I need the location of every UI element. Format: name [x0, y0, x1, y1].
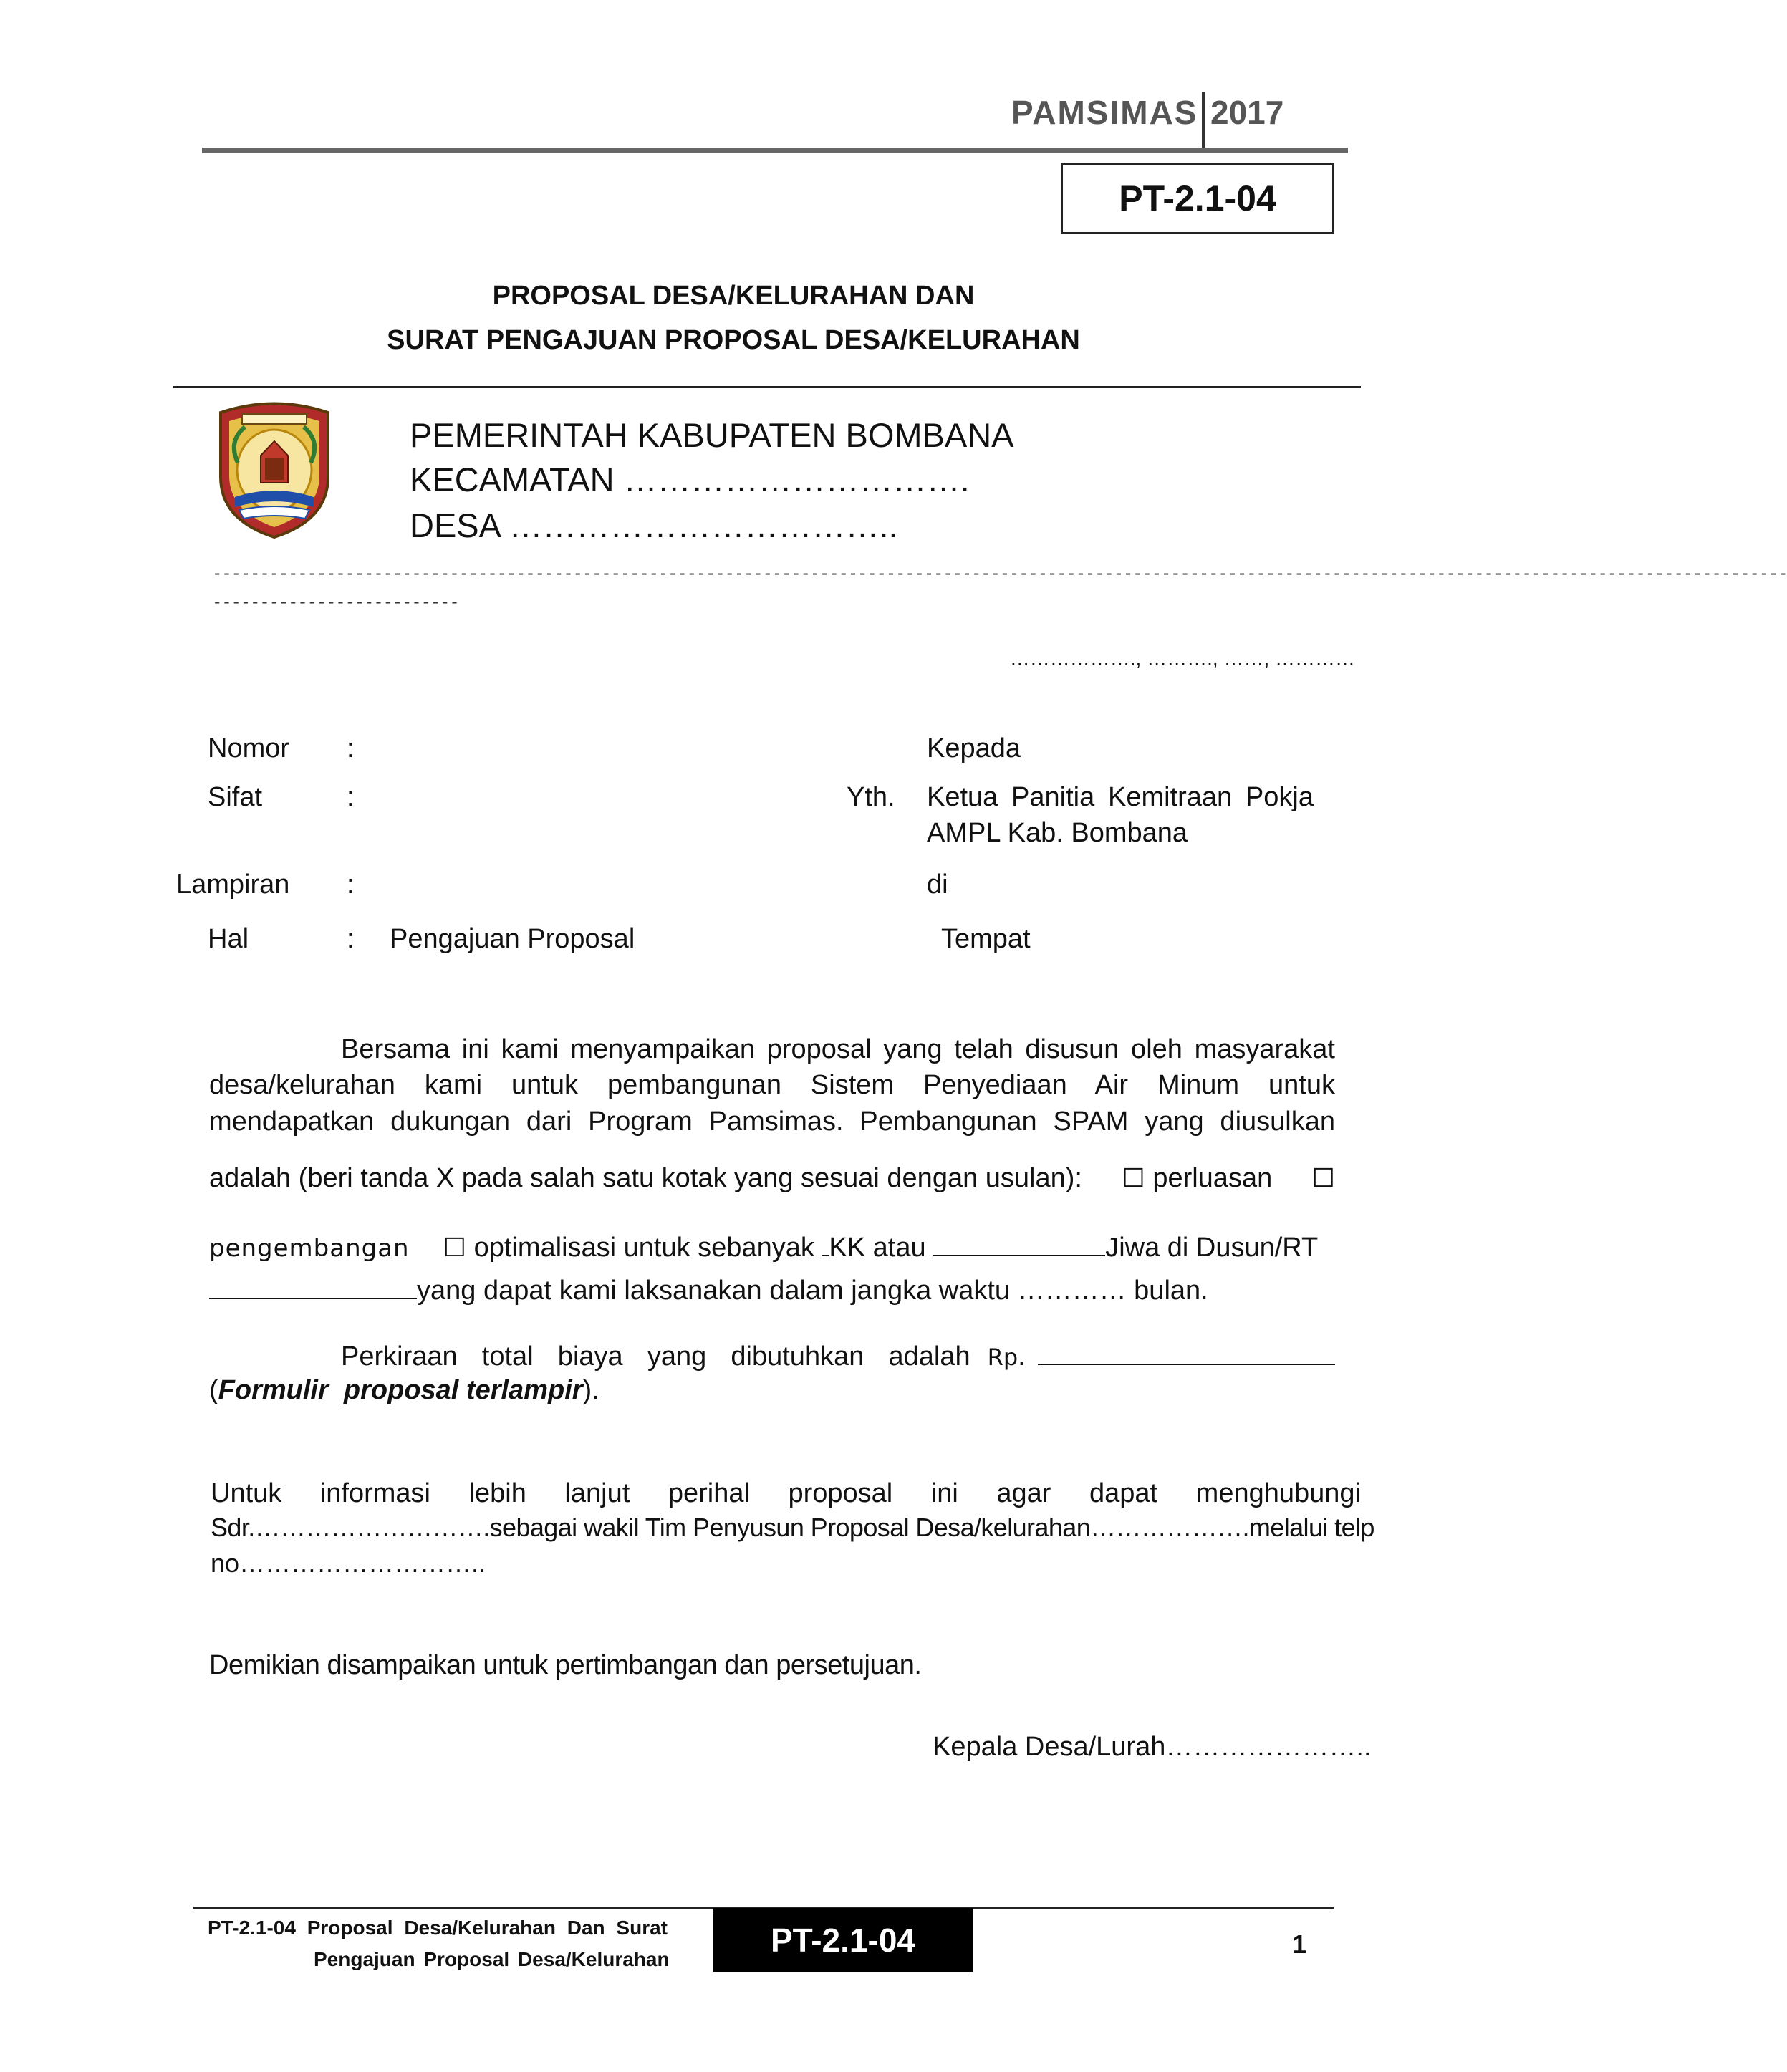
paragraph1-line3: mendapatkan dukungan dari Program Pamsimas. Pembangunan SPAM yang diusulkan	[209, 1107, 1335, 1137]
addressee-line1: Ketua Panitia Kemitraan Pokja	[927, 782, 1314, 812]
letterhead-village: DESA ……………………………..	[410, 506, 898, 544]
cost-text: Perkiraan total biaya yang dibutuhkan adalah	[341, 1341, 970, 1372]
paren-open: (	[209, 1375, 218, 1405]
paragraph1-line2: desa/kelurahan kami untuk pembangunan Sistem Penyediaan Air Minum untuk	[209, 1070, 1335, 1100]
kk-count-blank[interactable]	[822, 1229, 829, 1256]
paren-close: ).	[582, 1375, 599, 1405]
form-code: PT-2.1-04	[1119, 178, 1276, 218]
paragraph2-line1	[341, 1338, 1335, 1372]
lampiran-colon: :	[347, 869, 355, 900]
hal-colon: :	[347, 924, 355, 954]
timeframe-text: yang dapat kami laksanakan dalam jangka waktu ………… bulan.	[417, 1276, 1208, 1306]
rp-label: Rp.	[987, 1344, 1026, 1371]
addressee-kepada: Kepada	[927, 733, 1021, 763]
option-perluasan-label: perluasan	[1152, 1163, 1273, 1193]
letterhead-regency: PEMERINTAH KABUPATEN BOMBANA	[410, 416, 1014, 454]
addressee-line2: AMPL Kab. Bombana	[927, 818, 1188, 848]
footer-code-box	[713, 1908, 973, 1972]
paragraph3-line3: no………………………..	[211, 1548, 486, 1578]
page-number: 1	[1292, 1929, 1307, 1959]
letterhead-district: KECAMATAN ………………………….	[410, 461, 970, 498]
footer-code: PT-2.1-04	[771, 1922, 915, 1959]
paragraph1-line4	[209, 1163, 1335, 1194]
document-title-line1: PROPOSAL DESA/KELURAHAN DAN	[492, 281, 975, 311]
paragraph3-line1: Untuk informasi lebih lanjut perihal proposal ini agar dapat menghubungi	[211, 1478, 1361, 1508]
addressee-di: di	[927, 869, 948, 900]
option-perluasan[interactable]	[1122, 1163, 1272, 1194]
closing-text: Demikian disampaikan untuk pertimbangan dan persetujuan.	[209, 1650, 922, 1680]
addressee-tempat: Tempat	[941, 924, 1031, 954]
letterhead-divider-line1: ----------------------------------------------------------------------------------------------------------------------------------------------------------------------	[212, 563, 1787, 583]
form-code-box	[1061, 163, 1334, 234]
hal-value: Pengajuan Proposal	[390, 924, 635, 954]
cost-amount-blank[interactable]	[1038, 1338, 1335, 1365]
header-brand: PAMSIMAS	[1011, 94, 1198, 131]
paragraph1-line5	[209, 1229, 1318, 1263]
footer-description	[208, 1912, 702, 1975]
proposal-terlampir-text: proposal terlampir	[343, 1375, 583, 1405]
option-pengembangan-label: pengembangan	[209, 1234, 410, 1263]
header-separator	[1202, 92, 1205, 148]
paragraph3-line2: Sdr.……………………….sebagai wakil Tim Penyusun Proposal Desa/kelurahan……………….melalui telp	[211, 1513, 1374, 1542]
option-optimalisasi-label: optimalisasi untuk sebanyak	[473, 1233, 814, 1263]
place-date-line: ………………., ………., ……, …………	[1009, 647, 1355, 670]
checkbox-pengembangan-icon[interactable]: ☐	[1311, 1164, 1335, 1193]
header-rule	[202, 148, 1348, 153]
formulir-text: Formulir	[218, 1375, 329, 1405]
paragraph1-line1: Bersama ini kami menyampaikan proposal yang telah disusun oleh masyarakat	[341, 1034, 1335, 1064]
header-year: 2017	[1210, 94, 1284, 131]
footer-text-line2: Pengajuan Proposal Desa/Kelurahan	[314, 1948, 670, 1970]
nomor-label: Nomor	[208, 733, 290, 763]
dusun-rt-blank[interactable]	[209, 1272, 417, 1299]
nomor-colon: :	[347, 733, 355, 763]
lampiran-label: Lampiran	[176, 869, 290, 900]
addressee-yth: Yth.	[847, 782, 895, 812]
jiwa-count-blank[interactable]	[933, 1229, 1105, 1256]
title-rule	[173, 386, 1361, 388]
checkbox-perluasan-icon[interactable]: ☐	[1122, 1164, 1145, 1193]
bombana-regency-emblem-icon	[213, 398, 335, 539]
checkbox-optimalisasi-icon[interactable]: ☐	[443, 1233, 467, 1263]
paragraph2-line2	[209, 1375, 599, 1406]
signature-line: Kepala Desa/Lurah…………………..	[933, 1732, 1372, 1762]
jiwa-label: Jiwa di Dusun/RT	[1105, 1233, 1319, 1263]
kk-atau-label: KK atau	[829, 1233, 926, 1263]
footer-text-line1: PT-2.1-04 Proposal Desa/Kelurahan Dan Surat	[208, 1917, 668, 1939]
sifat-colon: :	[347, 782, 355, 812]
letterhead-divider-line2: --------------------------	[212, 592, 459, 612]
document-title-line2: SURAT PENGAJUAN PROPOSAL DESA/KELURAHAN	[387, 325, 1080, 355]
hal-label: Hal	[208, 924, 249, 954]
sifat-label: Sifat	[208, 782, 263, 812]
paragraph1-line6	[209, 1272, 1208, 1306]
proposal-type-instruction: adalah (beri tanda X pada salah satu kotak yang sesuai dengan usulan):	[209, 1163, 1082, 1193]
